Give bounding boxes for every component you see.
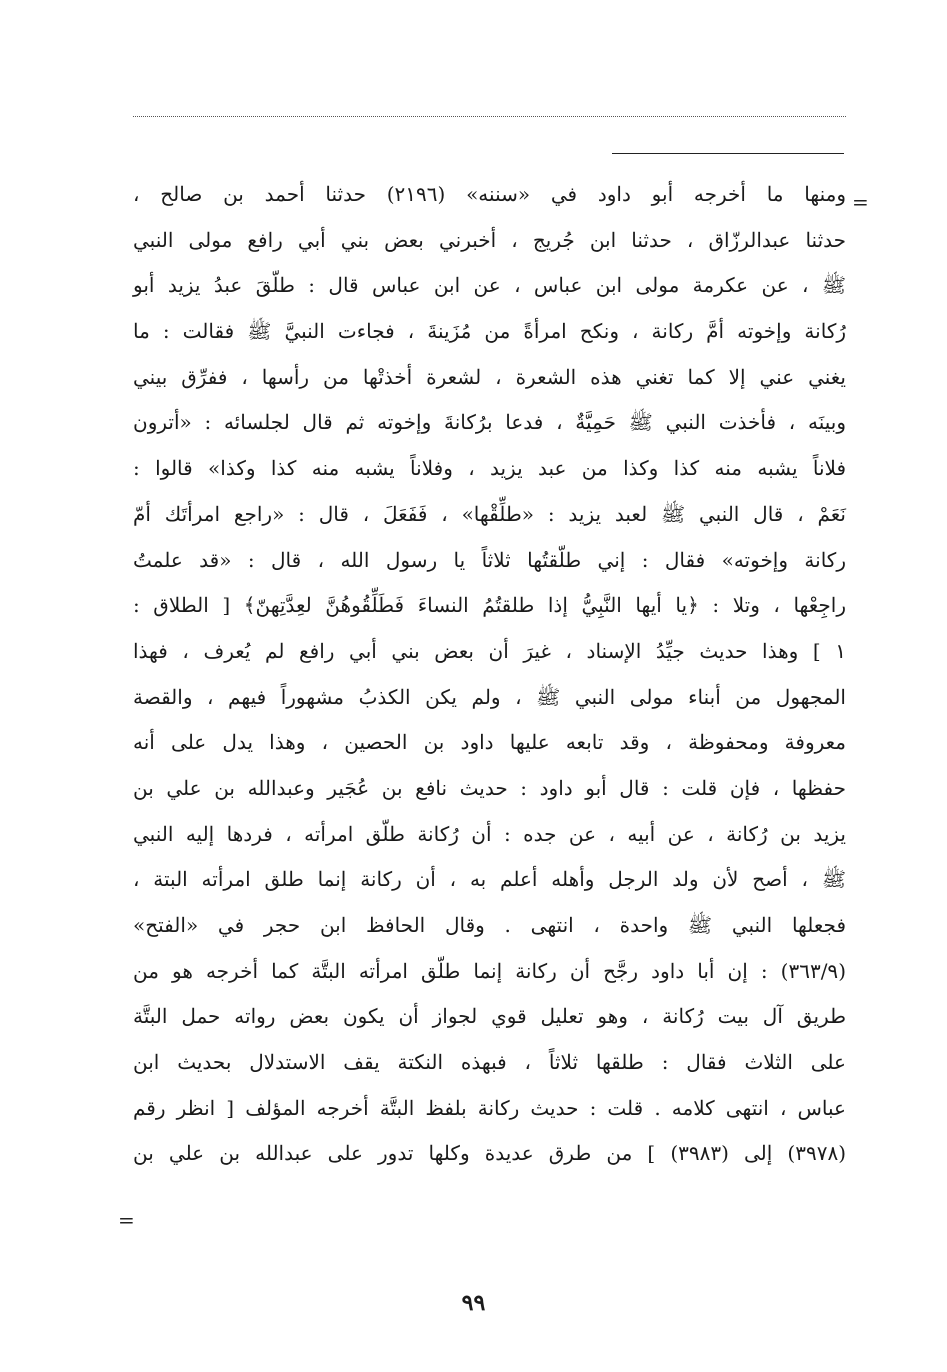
footnote-line: المجهول من أبناء مولى النبي ﷺ ، ولم يكن الكذبُ مشهوراً فيهم ، والقصة [133, 684, 846, 709]
footnote-line: راجِعْها ، وتلا : ﴿يا أيها النَّبِيُّ إذا طلقتُمُ النساءَ فَطَلِّقُوهُنَّ لعِدَّتِهنّ﴾ [ الطلاق : [133, 593, 846, 618]
footnote-separator-rule [612, 153, 844, 154]
footnote-line: على الثلاث فقال : طلقها ثلاثاً ، فبهذه النكتة يقف الاستدلال بحديث ابن [133, 1050, 846, 1075]
footnote-line: عباس ، انتهى كلامه . قلت : حديث ركانة بلفظ البتَّة أخرجه المؤلف [ انظر رقم [133, 1095, 846, 1120]
footnote-line: رُكانة وإخوته أمَّ ركانة ، ونكح امرأةً من مُزَينةَ ، فجاءت النبيَّ ﷺ فقالت : ما [133, 319, 846, 344]
footnote-line: ﷺ ، عن عكرمة مولى ابن عباس ، عن ابن عباس قال : طلّقَ عبدُ يزيد أبو [133, 273, 846, 298]
footnote-line: طريق آل بيت رُكانة ، وهو تعليل قوي لجواز أن يكون بعض رواته حمل البتَّة [133, 1004, 846, 1029]
footnote-line: معروفة ومحفوظة ، وقد تابعه عليها داود بن الحصين ، وهذا يدل على أنه [133, 730, 846, 755]
top-dotted-rule [133, 116, 846, 117]
footnote-line: ﷺ ، أصح لأن ولد الرجل وأهله أعلم به ، أن ركانة إنما طلق امرأته البتة ، [133, 867, 846, 892]
footnote-line: وبينَه ، فأخذت النبي ﷺ حَمِيَّةٌ ، فدعا برُكانةَ وإخوته ثم قال لجلسائه : «أترون [133, 410, 846, 435]
footnote-line: حدثنا عبدالرزّاق ، حدثنا ابن جُريج ، أخبرني بعض بني أبي رافع مولى النبي [133, 227, 846, 252]
footnote-line: ركانة وإخوته» فقال : إني طلّقتُها ثلاثاً يا رسول الله ، قال : «قد علمتُ [133, 547, 846, 572]
page-number: ٩٩ [461, 1290, 486, 1316]
footnote-line: (٣٦٣/٩) : إن أبا داود رجَّح أن ركانة إنما طلّق امرأته البتَّة كما أخرجه هو من [133, 958, 846, 983]
footnote-line: (٣٩٧٨) إلى (٣٩٨٣) ] من طرق عديدة وكلها تدور على عبدالله بن علي بن [133, 1141, 847, 1166]
footnote-line: ومنها ما أخرجه أبو داود في «سننه» (٢١٩٦) حدثنا أحمد بن صالح ، [133, 182, 847, 206]
continuation-mark-top: = [852, 190, 869, 214]
footnote-line: حفظها ، فإن قلت : قال أبو داود : حديث نافع بن عُجَير وعبدالله بن علي بن [133, 775, 846, 800]
footnote-line: ١ ] وهذا حديث جيِّدُ الإسناد ، غيرَ أن بعض بني أبي رافع لم يُعرف ، فهذا [133, 638, 846, 663]
continuation-mark-bottom: = [118, 1208, 135, 1232]
footnote-line: فلاناً يشبه منه كذا وكذا من عبد يزيد ، وفلاناً يشبه منه كذا وكذا» قالوا : [133, 456, 846, 481]
footnote-line: يغني عني إلا كما تغني هذه الشعرة ، لشعرة أخذتْها من رأسها ، ففرِّق بيني [133, 364, 846, 389]
footnote-text-block [133, 172, 846, 1177]
footnote-line: فجعلها النبي ﷺ واحدة ، انتهى . وقال الحافظ ابن حجر في «الفتح» [133, 913, 846, 937]
footnote-line: يزيد بن رُكانة ، عن أبيه ، عن جده : أن رُكانة طلّق امرأته ، فردها إليه النبي [133, 821, 846, 846]
footnote-line: نَعَمْ ، قال النبي ﷺ لعبد يزيد : «طلِّقْها» ، فَفَعَلَ ، قال : «راجع امرأتَك أمّ [133, 501, 846, 526]
